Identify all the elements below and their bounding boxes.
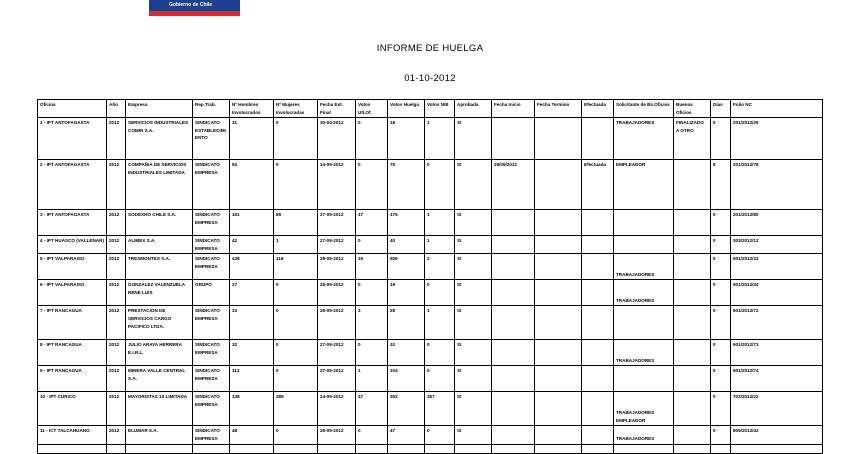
table-cell bbox=[582, 392, 614, 426]
table-cell bbox=[492, 426, 535, 444]
table-cell: 17 bbox=[356, 210, 388, 236]
table-cell: 47 bbox=[388, 426, 425, 444]
table-cell: 506 bbox=[388, 254, 425, 280]
table-cell: 1 bbox=[425, 210, 455, 236]
table-cell bbox=[582, 444, 614, 453]
table-cell bbox=[674, 280, 711, 306]
table-cell: ALIMEX S.A. bbox=[126, 236, 193, 254]
table-cell: SINDICATO ESTABLECIMIENTO bbox=[193, 118, 230, 160]
table-cell: 9 - IPT RANCAGUA bbox=[38, 366, 107, 392]
table-cell: 601/2012/73 bbox=[731, 340, 823, 366]
table-cell: TRABAJADORES bbox=[614, 118, 674, 160]
table-cell bbox=[230, 444, 274, 453]
table-cell: 89 bbox=[274, 210, 318, 236]
table-cell bbox=[535, 254, 582, 280]
table-cell: 601/2012/72 bbox=[731, 306, 823, 340]
table-cell: 0 bbox=[356, 160, 388, 210]
table-cell bbox=[535, 236, 582, 254]
table-cell: 0 bbox=[711, 340, 731, 366]
table-cell: 0 bbox=[356, 426, 388, 444]
table-cell: 0 bbox=[425, 426, 455, 444]
table-cell: 2012 bbox=[107, 254, 126, 280]
table-cell: 0 bbox=[425, 280, 455, 306]
table-cell: SINDICATO EMPRESA bbox=[193, 366, 230, 392]
report-body bbox=[38, 118, 823, 453]
table-cell: 201/2012/78 bbox=[731, 160, 823, 210]
table-cell: Efectuada bbox=[582, 160, 614, 210]
table-cell bbox=[492, 210, 535, 236]
col-header: Solicitante de Bs.Oficios bbox=[614, 100, 674, 118]
table-cell: TRESMONTES S.A. bbox=[126, 254, 193, 280]
table-cell: 0 bbox=[274, 160, 318, 210]
table-cell: 40 bbox=[388, 236, 425, 254]
table-cell: 28-09-2012 bbox=[318, 426, 356, 444]
table-cell bbox=[492, 340, 535, 366]
table-cell bbox=[107, 444, 126, 453]
table-cell: 201/2012/26 bbox=[731, 118, 823, 160]
table-cell: SINDICATO EMPRESA bbox=[193, 340, 230, 366]
table-cell: SI bbox=[455, 280, 492, 306]
table-cell: GONZALEZ VALENZUELA RENE LUIS bbox=[126, 280, 193, 306]
table-cell: SI bbox=[455, 392, 492, 426]
table-cell: SINDICATO EMPRESA bbox=[193, 426, 230, 444]
table-cell: SI bbox=[455, 340, 492, 366]
table-cell: 4 - IPT HUASCO (VALLENAR) bbox=[38, 236, 107, 254]
table-cell bbox=[582, 426, 614, 444]
table-cell: 75 bbox=[388, 160, 425, 210]
table-cell bbox=[582, 306, 614, 340]
table-cell bbox=[582, 366, 614, 392]
table-cell: TRABAJADORES EMPLEADOR bbox=[614, 392, 674, 426]
table-cell bbox=[731, 444, 823, 453]
col-header: Oficina bbox=[38, 100, 107, 118]
table-cell: 0 bbox=[274, 306, 318, 340]
table-row bbox=[38, 236, 823, 254]
table-row bbox=[38, 306, 823, 340]
table-cell bbox=[535, 366, 582, 392]
table-cell: 8 bbox=[711, 160, 731, 210]
table-cell: 14-09-2012 bbox=[318, 160, 356, 210]
table-cell bbox=[614, 236, 674, 254]
table-cell: 32 bbox=[230, 340, 274, 366]
table-cell: 0 bbox=[711, 280, 731, 306]
table-cell: 10 - IPT CURICO bbox=[38, 392, 107, 426]
table-cell: 1 bbox=[356, 366, 388, 392]
col-header: Empresa bbox=[126, 100, 193, 118]
col-header: Aprobada bbox=[455, 100, 492, 118]
table-cell: 0 bbox=[356, 340, 388, 366]
table-row bbox=[38, 118, 823, 160]
table-cell bbox=[492, 236, 535, 254]
table-cell: PRESTACION DE SERVICIOS CARGO PACIFICO LTDA. bbox=[126, 306, 193, 340]
table-cell: 30-04-2012 bbox=[318, 118, 356, 160]
table-cell: 0 bbox=[274, 426, 318, 444]
table-cell: 93 bbox=[230, 160, 274, 210]
table-cell bbox=[582, 236, 614, 254]
table-cell: 501/2012/33 bbox=[731, 254, 823, 280]
col-header: Días bbox=[711, 100, 731, 118]
table-cell bbox=[614, 366, 674, 392]
col-header: Buenos Oficios bbox=[674, 100, 711, 118]
table-cell: 15 bbox=[356, 254, 388, 280]
table-cell bbox=[614, 210, 674, 236]
table-cell bbox=[388, 444, 425, 453]
col-header: Fecha Inicio bbox=[492, 100, 535, 118]
table-row bbox=[38, 254, 823, 280]
col-header: Votos Ult.Of. bbox=[356, 100, 388, 118]
table-cell bbox=[535, 160, 582, 210]
table-cell bbox=[492, 444, 535, 453]
table-cell: 2012 bbox=[107, 340, 126, 366]
table-cell bbox=[674, 236, 711, 254]
table-cell: SINDICATO EMPRESA bbox=[193, 210, 230, 236]
table-cell bbox=[535, 444, 582, 453]
col-header: Fecha Est. Final bbox=[318, 100, 356, 118]
table-cell: 1 bbox=[425, 118, 455, 160]
table-cell: 19 bbox=[388, 280, 425, 306]
table-cell bbox=[582, 210, 614, 236]
table-cell: 0 bbox=[425, 160, 455, 210]
table-cell: TRABAJADORES bbox=[614, 280, 674, 306]
table-cell: ELUMAR S.A. bbox=[126, 426, 193, 444]
table-cell bbox=[535, 306, 582, 340]
table-cell: SI bbox=[455, 366, 492, 392]
table-cell: 25-09-2012 bbox=[318, 280, 356, 306]
table-cell bbox=[674, 366, 711, 392]
table-cell: 27-09-2012 bbox=[318, 236, 356, 254]
table-cell bbox=[318, 444, 356, 453]
col-header: Efectuada bbox=[582, 100, 614, 118]
table-cell: 1 - IPT ANTOFAGASTA bbox=[38, 118, 107, 160]
table-cell: 0 bbox=[711, 118, 731, 160]
table-cell: 0 bbox=[356, 118, 388, 160]
table-cell bbox=[492, 392, 535, 426]
table-cell bbox=[674, 306, 711, 340]
table-cell: GRUPO bbox=[193, 280, 230, 306]
table-cell: 8 - IPT RANCAGUA bbox=[38, 340, 107, 366]
table-cell: 3 bbox=[356, 306, 388, 340]
col-header: Votos N/B bbox=[425, 100, 455, 118]
table-cell bbox=[126, 444, 193, 453]
table-cell: 2012 bbox=[107, 118, 126, 160]
table-cell: 367 bbox=[425, 392, 455, 426]
table-cell: 352 bbox=[388, 392, 425, 426]
table-cell: 42 bbox=[230, 236, 274, 254]
table-cell bbox=[535, 392, 582, 426]
table-cell: TRABAJADORES bbox=[614, 340, 674, 366]
col-header: Rep.Trab. bbox=[193, 100, 230, 118]
table-cell bbox=[674, 254, 711, 280]
table-cell: 104 bbox=[388, 366, 425, 392]
logo-text: Gobierno de Chile bbox=[169, 2, 213, 8]
table-row bbox=[38, 392, 823, 426]
table-cell: 113 bbox=[230, 366, 274, 392]
table-cell bbox=[492, 306, 535, 340]
table-cell: 27 bbox=[230, 280, 274, 306]
table-cell: EMPLEADOR bbox=[614, 160, 674, 210]
table-cell bbox=[492, 254, 535, 280]
table-cell bbox=[535, 340, 582, 366]
table-cell: SI bbox=[455, 236, 492, 254]
table-cell: 2012 bbox=[107, 210, 126, 236]
table-cell bbox=[711, 444, 731, 453]
table-cell: 0 bbox=[711, 254, 731, 280]
table-cell: 0 bbox=[425, 366, 455, 392]
table-cell: SINDICATO EMPRESA bbox=[193, 160, 230, 210]
table-cell: 7 - IPT RANCAGUA bbox=[38, 306, 107, 340]
table-cell: 161 bbox=[230, 210, 274, 236]
table-cell: 28/09/2012 bbox=[492, 160, 535, 210]
table-cell: SINDICATO EMPRESA bbox=[193, 392, 230, 426]
table-cell bbox=[674, 444, 711, 453]
table-cell: COMPAÑIA DE SERVICIOS INDUSTRIALES LIMITADA bbox=[126, 160, 193, 210]
table-cell: 6 - IPT VALPARAISO bbox=[38, 280, 107, 306]
table-cell: 138 bbox=[230, 392, 274, 426]
table-cell bbox=[535, 426, 582, 444]
table-cell: 0 bbox=[274, 280, 318, 306]
header-row bbox=[38, 100, 823, 118]
table-cell: SI bbox=[455, 118, 492, 160]
table-cell: TRABAJADORES bbox=[614, 254, 674, 280]
col-header: Fecha Termino bbox=[535, 100, 582, 118]
table-cell: 2012 bbox=[107, 160, 126, 210]
table-cell bbox=[535, 280, 582, 306]
table-cell: SINDICATO EMPRESA bbox=[193, 254, 230, 280]
table-cell bbox=[582, 340, 614, 366]
table-cell bbox=[674, 160, 711, 210]
report-title: INFORME DE HUELGA bbox=[376, 43, 484, 54]
table-cell: 702/2012/22 bbox=[731, 392, 823, 426]
col-header: Nº Mujeres Involucradas bbox=[274, 100, 318, 118]
table-cell bbox=[193, 444, 230, 453]
table-cell: 0 bbox=[425, 340, 455, 366]
col-header: Año bbox=[107, 100, 126, 118]
table-cell: 47 bbox=[356, 392, 388, 426]
table-cell: 28-09-2012 bbox=[318, 254, 356, 280]
table-cell: 805/2012/42 bbox=[731, 426, 823, 444]
strike-report-table bbox=[37, 99, 823, 454]
table-cell: 28 bbox=[388, 306, 425, 340]
table-row bbox=[38, 426, 823, 444]
table-cell bbox=[674, 210, 711, 236]
table-cell: 2012 bbox=[107, 426, 126, 444]
table-cell: 27-09-2012 bbox=[318, 340, 356, 366]
table-cell: 601/2012/74 bbox=[731, 366, 823, 392]
table-cell: 32 bbox=[388, 340, 425, 366]
table-cell bbox=[356, 444, 388, 453]
table-cell bbox=[425, 444, 455, 453]
table-cell: 0 bbox=[711, 236, 731, 254]
table-cell bbox=[455, 444, 492, 453]
table-cell: 0 bbox=[274, 366, 318, 392]
table-cell: SINDICATO EMPRESA bbox=[193, 306, 230, 340]
table-row bbox=[38, 280, 823, 306]
table-cell: 0 bbox=[711, 306, 731, 340]
table-cell: 2012 bbox=[107, 306, 126, 340]
table-cell: 2 bbox=[425, 254, 455, 280]
table-cell bbox=[582, 118, 614, 160]
table-cell: 27-09-2012 bbox=[318, 366, 356, 392]
table-cell: TRABAJADORES bbox=[614, 426, 674, 444]
table-cell: 3 - IPT ANTOFAGASTA bbox=[38, 210, 107, 236]
table-cell: SI bbox=[455, 306, 492, 340]
table-cell: 0 bbox=[711, 392, 731, 426]
table-cell: 118 bbox=[274, 254, 318, 280]
table-cell: 0 bbox=[356, 236, 388, 254]
table-cell: 175 bbox=[388, 210, 425, 236]
table-cell: 2012 bbox=[107, 280, 126, 306]
table-cell: 0 bbox=[711, 210, 731, 236]
table-cell: 2012 bbox=[107, 392, 126, 426]
col-header: Folio NC bbox=[731, 100, 823, 118]
table-cell: SODEXHO CHILE S.A. bbox=[126, 210, 193, 236]
table-cell bbox=[492, 366, 535, 392]
table-cell bbox=[674, 340, 711, 366]
table-cell: 0 bbox=[711, 426, 731, 444]
table-cell: FINALIZADO A OTRO bbox=[674, 118, 711, 160]
table-row bbox=[38, 210, 823, 236]
table-cell: SI bbox=[455, 426, 492, 444]
table-cell: 27-09-2012 bbox=[318, 210, 356, 236]
table-cell bbox=[274, 444, 318, 453]
table-cell: 33 bbox=[230, 306, 274, 340]
table-cell: 24-09-2012 bbox=[318, 392, 356, 426]
table-cell bbox=[674, 392, 711, 426]
table-cell: SI bbox=[455, 160, 492, 210]
table-cell: 2012 bbox=[107, 366, 126, 392]
table-cell bbox=[492, 118, 535, 160]
table-cell: JULIO ARAYA HERRERA E.I.R.L. bbox=[126, 340, 193, 366]
table-cell: 18 bbox=[388, 118, 425, 160]
table-cell: SI bbox=[455, 210, 492, 236]
table-cell: 438 bbox=[230, 254, 274, 280]
table-cell bbox=[674, 426, 711, 444]
table-row bbox=[38, 340, 823, 366]
col-header: Nº Hombres Involucrados bbox=[230, 100, 274, 118]
table-cell: 0 bbox=[274, 118, 318, 160]
table-cell bbox=[582, 254, 614, 280]
table-cell: 48 bbox=[230, 426, 274, 444]
table-cell: 1 bbox=[425, 306, 455, 340]
table-cell: SINDICATO EMPRESA bbox=[193, 236, 230, 254]
table-cell bbox=[535, 210, 582, 236]
table-cell: SERVICIOS INDUSTRIALES COMIN S.A. bbox=[126, 118, 193, 160]
table-cell: SI bbox=[455, 254, 492, 280]
table-cell: 2012 bbox=[107, 236, 126, 254]
table-cell: 201/2012/80 bbox=[731, 210, 823, 236]
table-cell: 1 bbox=[274, 236, 318, 254]
table-cell: 31 bbox=[230, 118, 274, 160]
gobierno-logo bbox=[149, 0, 240, 16]
table-cell bbox=[614, 444, 674, 453]
table-cell: 0 bbox=[274, 340, 318, 366]
report-date: 01-10-2012 bbox=[404, 73, 456, 84]
table-cell bbox=[492, 280, 535, 306]
table-cell: 0 bbox=[356, 280, 388, 306]
table-cell bbox=[614, 306, 674, 340]
table-cell bbox=[38, 444, 107, 453]
table-cell: 1 bbox=[425, 236, 455, 254]
col-header: Votos Huelga bbox=[388, 100, 425, 118]
table-cell bbox=[535, 118, 582, 160]
table-cell: 28-09-2012 bbox=[318, 306, 356, 340]
table-row bbox=[38, 444, 823, 453]
table-cell bbox=[582, 280, 614, 306]
table-cell: 303/2012/12 bbox=[731, 236, 823, 254]
table-cell: 288 bbox=[274, 392, 318, 426]
table-row bbox=[38, 160, 823, 210]
table-cell: 5 - IPT VALPARAISO bbox=[38, 254, 107, 280]
table-cell: 11 - ICT TALCAHUANO bbox=[38, 426, 107, 444]
table-cell: MINERA VALLE CENTRAL S.A. bbox=[126, 366, 193, 392]
table-cell: 501/2012/34 bbox=[731, 280, 823, 306]
table-cell: MAYORISTAS 10 LIMITADA bbox=[126, 392, 193, 426]
table-cell: 0 bbox=[711, 366, 731, 392]
table-row bbox=[38, 366, 823, 392]
table-cell: 2 - IPT ANTOFAGASTA bbox=[38, 160, 107, 210]
